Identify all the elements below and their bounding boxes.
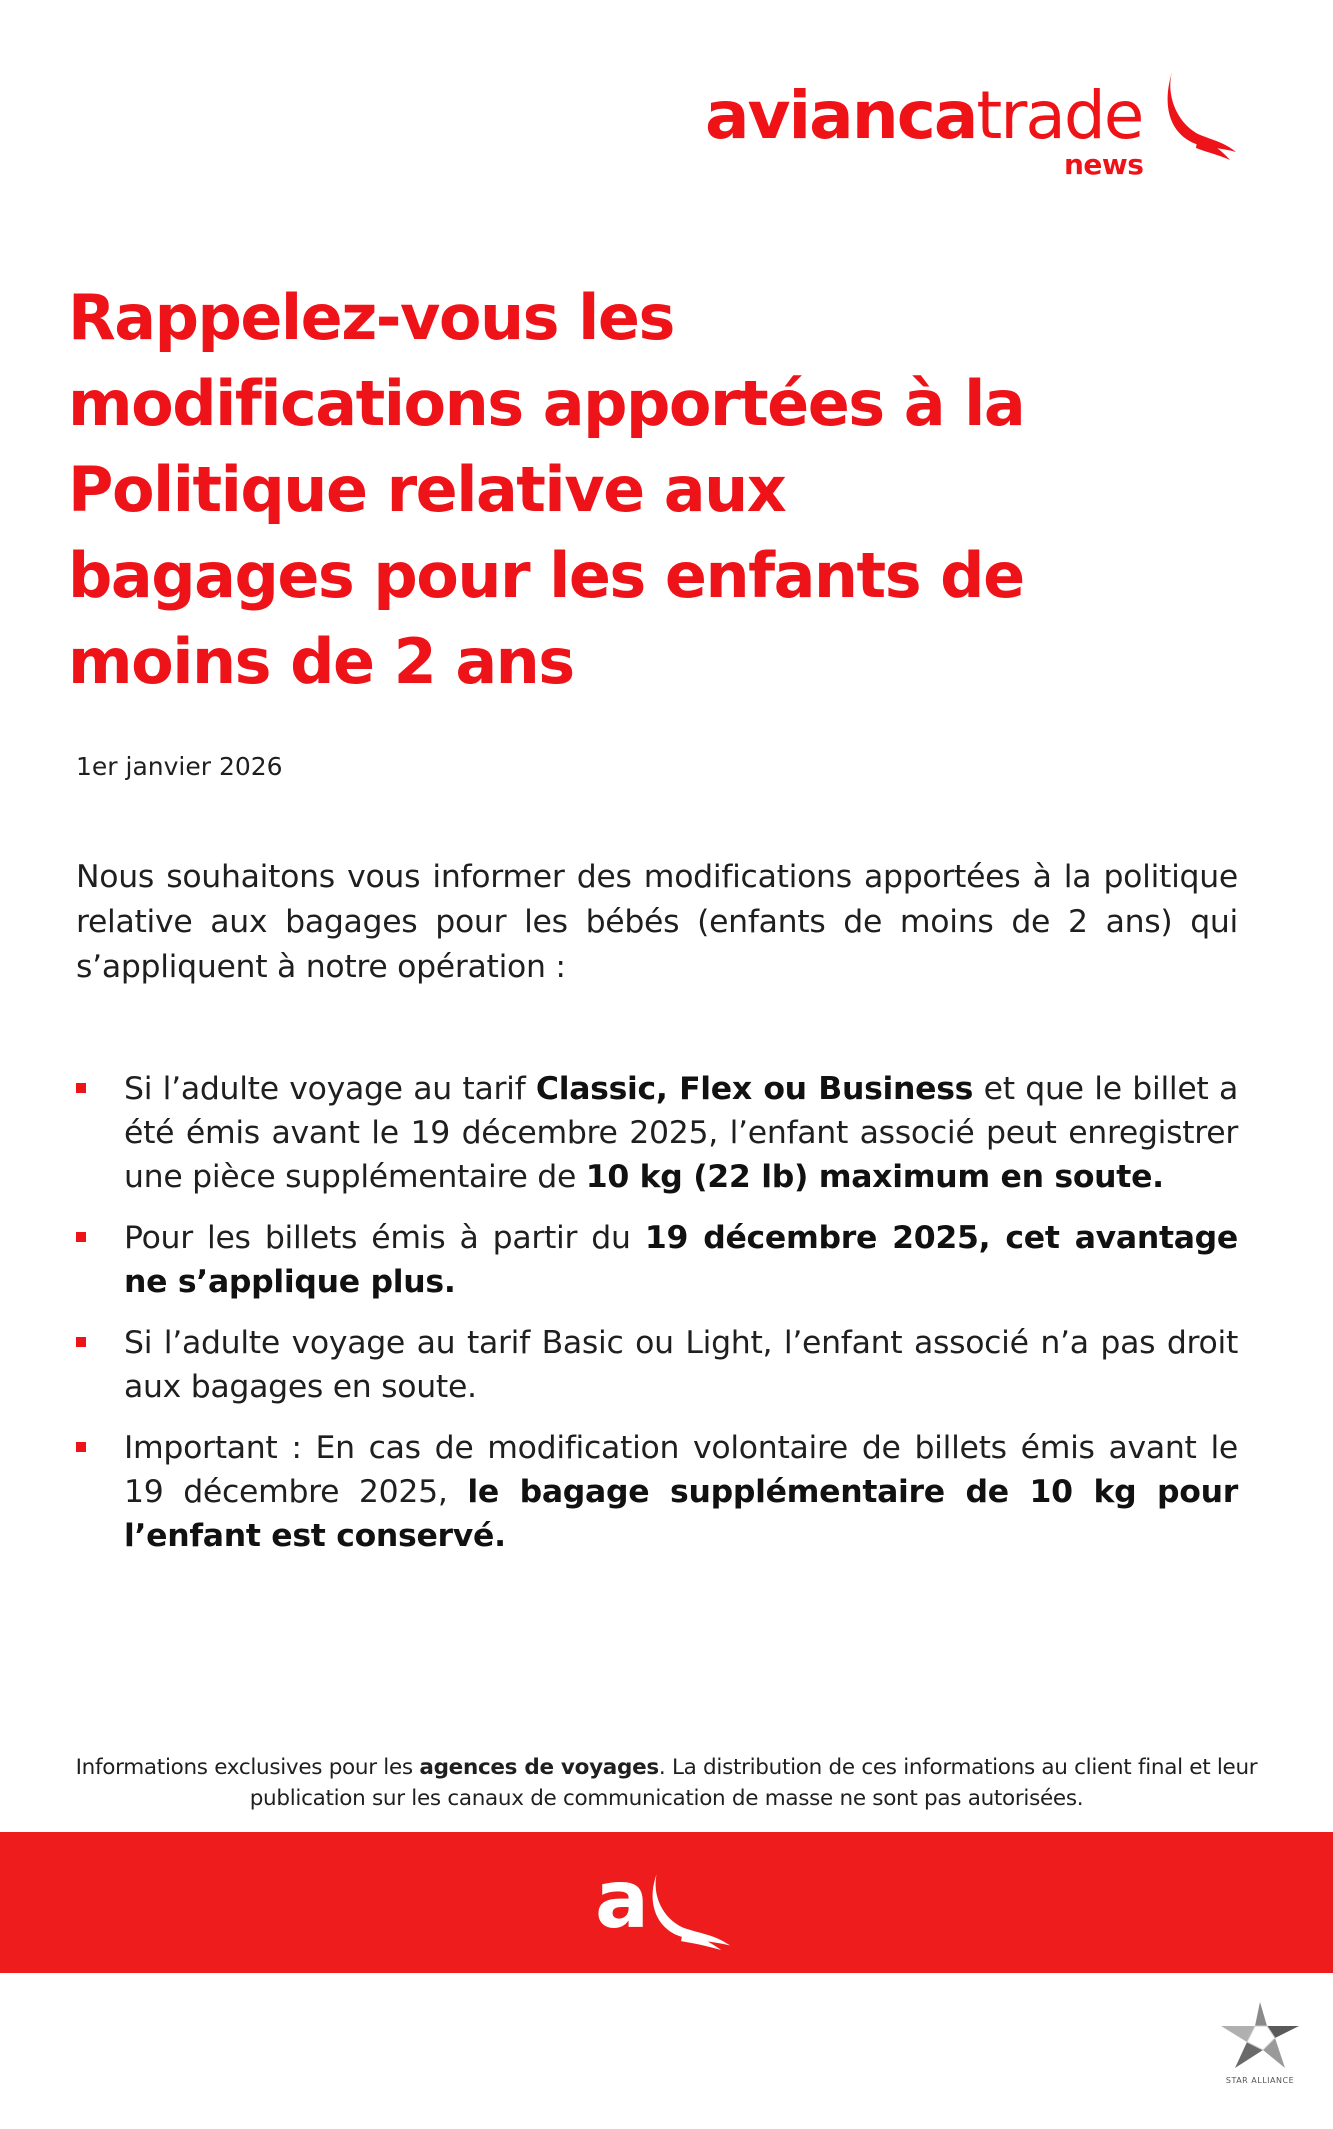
disclaimer-text: . La distribution de ces informations au client final et leur publication sur les canaux de communication de masse ne sont pas autorisées.	[249, 1755, 1258, 1811]
logo-name-light: trade	[976, 77, 1143, 154]
intro-paragraph: Nous souhaitons vous informer des modifications apportées à la politique relative aux bagages pour les bébés (enfants de moins de 2 ans) qui s’appliquent à notre opération :	[76, 859, 1238, 985]
publication-date: 1er janvier 2026	[76, 752, 283, 781]
square-bullet-icon	[76, 1232, 86, 1242]
square-bullet-icon	[76, 1337, 86, 1347]
bullet-bold-text: Classic, Flex ou Business	[535, 1071, 974, 1107]
list-item	[76, 1067, 1238, 1199]
disclaimer	[40, 1752, 1293, 1814]
avianca-bird-icon	[1158, 70, 1238, 160]
disclaimer-bold-text: agences de voyages	[419, 1755, 659, 1780]
logo-name-bold: avianca	[705, 77, 977, 154]
bullet-text: Si l’adulte voyage au tarif Basic ou Light, l’enfant associé n’a pas droit aux bagages en soute.	[124, 1325, 1238, 1405]
headline-line: modifications apportées à la	[68, 367, 1025, 440]
bullet-text: Important : En cas de modification volontaire de billets émis avant le 19 décembre 2025,	[124, 1430, 1238, 1510]
list-item	[76, 1426, 1238, 1558]
bullet-bold-text: 19 décembre 2025, cet avantage ne s’applique plus.	[124, 1220, 1238, 1300]
bullet-text: et que le billet a été émis avant le 19 décembre 2025, l’enfant associé peut enregistrer une pièce supplémentaire de	[124, 1071, 1238, 1195]
list-item	[76, 1321, 1238, 1409]
policy-bullet-list	[76, 1067, 1238, 1575]
headline	[68, 275, 1068, 705]
list-item	[76, 1216, 1238, 1304]
star-alliance-badge	[1215, 1998, 1315, 2098]
disclaimer-text: Informations exclusives pour les	[75, 1755, 420, 1780]
headline-line: Politique relative aux	[68, 453, 786, 526]
square-bullet-icon	[76, 1442, 86, 1452]
bullet-text: Si l’adulte voyage au tarif	[124, 1071, 536, 1107]
avianca-bird-icon	[645, 1872, 735, 1950]
star-alliance-label: STAR ALLIANCE	[1225, 2076, 1295, 2085]
footer-band	[0, 1832, 1333, 1973]
headline-line: bagages pour les enfants de	[68, 539, 1024, 612]
footer-avianca-logo	[595, 1853, 735, 1946]
bullet-bold-text: 10 kg (22 lb) maximum en soute.	[585, 1159, 1164, 1195]
bullet-text: Pour les billets émis à partir du	[124, 1220, 645, 1256]
square-bullet-icon	[76, 1083, 86, 1093]
avianca-trade-news-logo	[700, 70, 1240, 180]
footer-logo-letter: a	[595, 1853, 649, 1946]
headline-line: moins de 2 ans	[68, 625, 574, 698]
star-alliance-icon	[1215, 1998, 1305, 2074]
logo-wordmark	[705, 76, 1142, 156]
headline-line: Rappelez-vous les	[68, 281, 674, 354]
bullet-bold-text: le bagage supplémentaire de 10 kg pour l’enfant est conservé.	[124, 1474, 1238, 1554]
logo-news-label: news	[1064, 148, 1144, 181]
